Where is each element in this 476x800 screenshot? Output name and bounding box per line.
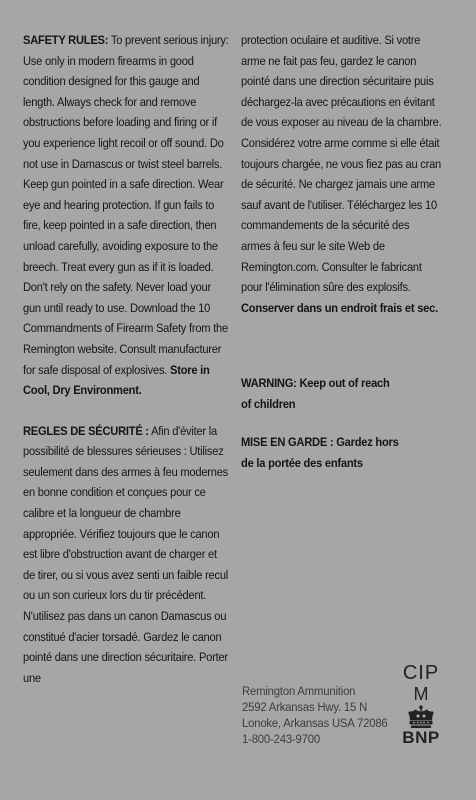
regles-heading: REGLES DE SÉCURITÉ :: [23, 423, 149, 438]
warning-line-1: WARNING: Keep out of reach: [241, 376, 390, 390]
mise-line-1: MISE EN GARDE : Gardez hors: [241, 435, 399, 449]
city-address: Lonoke, Arkansas USA 72086: [242, 716, 388, 730]
regles-continued: protection oculaire et auditive. Si votre arme ne fait pas feu, gardez le canon pointé dans une direction sécuritaire puis déchargez-la avec précautions en évitant de vous exposer au niveau de la chambre. Considérez votre arme comme si elle était toujours chargée, ne vous fiez pas au cran de sécurité. Ne chargez jamais une arme sauf avant de l'utiliser. Téléchargez les 10 commandements de la sécurité des armes à feu sur le site Web de Remington.com. Consulter le fabricant pour l'élimination sûre des explosifs.: [241, 33, 442, 295]
safety-rules-en: [23, 30, 231, 401]
company-name: Remington Ammunition: [242, 684, 356, 698]
cip-label: CIP: [402, 662, 440, 684]
safety-rules-storage: Store in Cool, Dry Environment.: [23, 362, 210, 398]
left-column: [23, 30, 231, 688]
warning-fr: [241, 432, 425, 473]
warning-en: [241, 373, 425, 414]
proof-mark: [398, 662, 444, 747]
manufacturer-address: [242, 683, 408, 747]
regles-storage: Conserver dans un endroit frais et sec.: [241, 300, 438, 315]
cip-m-label: M: [413, 684, 429, 704]
safety-rules-body: To prevent serious injury: Use only in modern firearms in good condition designed for this gauge and length. Always check for and remove obstructions before loading and firing or if you experience light recoil or off sound. Do not use in Damascus or twist steel barrels. Keep gun pointed in a safe direction. Wear eye and hearing protection. If gun fails to fire, keep pointed in a safe direction, then unload carefully, avoiding exposure to the breech. Treat every gun as if it is loaded. Don't rely on the safety. Never load your gun until ready to use. Download the 10 Commandments of Firearm Safety from the Remington website. Consult manufacturer for safe disposal of explosives.: [23, 33, 229, 377]
phone-number: 1-800-243-9700: [242, 732, 320, 746]
right-column: [241, 30, 442, 318]
warning-line-2: of children: [241, 396, 296, 411]
street-address: 2592 Arkansas Hwy. 15 N: [242, 700, 368, 714]
safety-rules-fr: [23, 421, 231, 689]
bnp-label: BNP: [402, 728, 440, 747]
regles-body: Afin d'éviter la possibilité de blessures sérieuses : Utilisez seulement dans des armes à feu modernes en bonne condition et conçues pour ce calibre et la longueur de chambre appropriée. Vérifiez toujours que le canon est libre d'obstruction avant de charger et de tirer, ou si vous avez senti un faible recul ou un son curieux lors du tir précédent. N'utilisez pas dans un canon Damascus ou constitué d'acier torsadé. Gardez le canon pointé dans une direction sécuritaire. Porter une: [23, 423, 229, 685]
safety-rules-fr-continued: [241, 30, 442, 318]
safety-rules-heading: SAFETY RULES:: [23, 33, 109, 47]
mise-line-2: de la portée des enfants: [241, 455, 363, 470]
crown-icon: [406, 705, 436, 729]
